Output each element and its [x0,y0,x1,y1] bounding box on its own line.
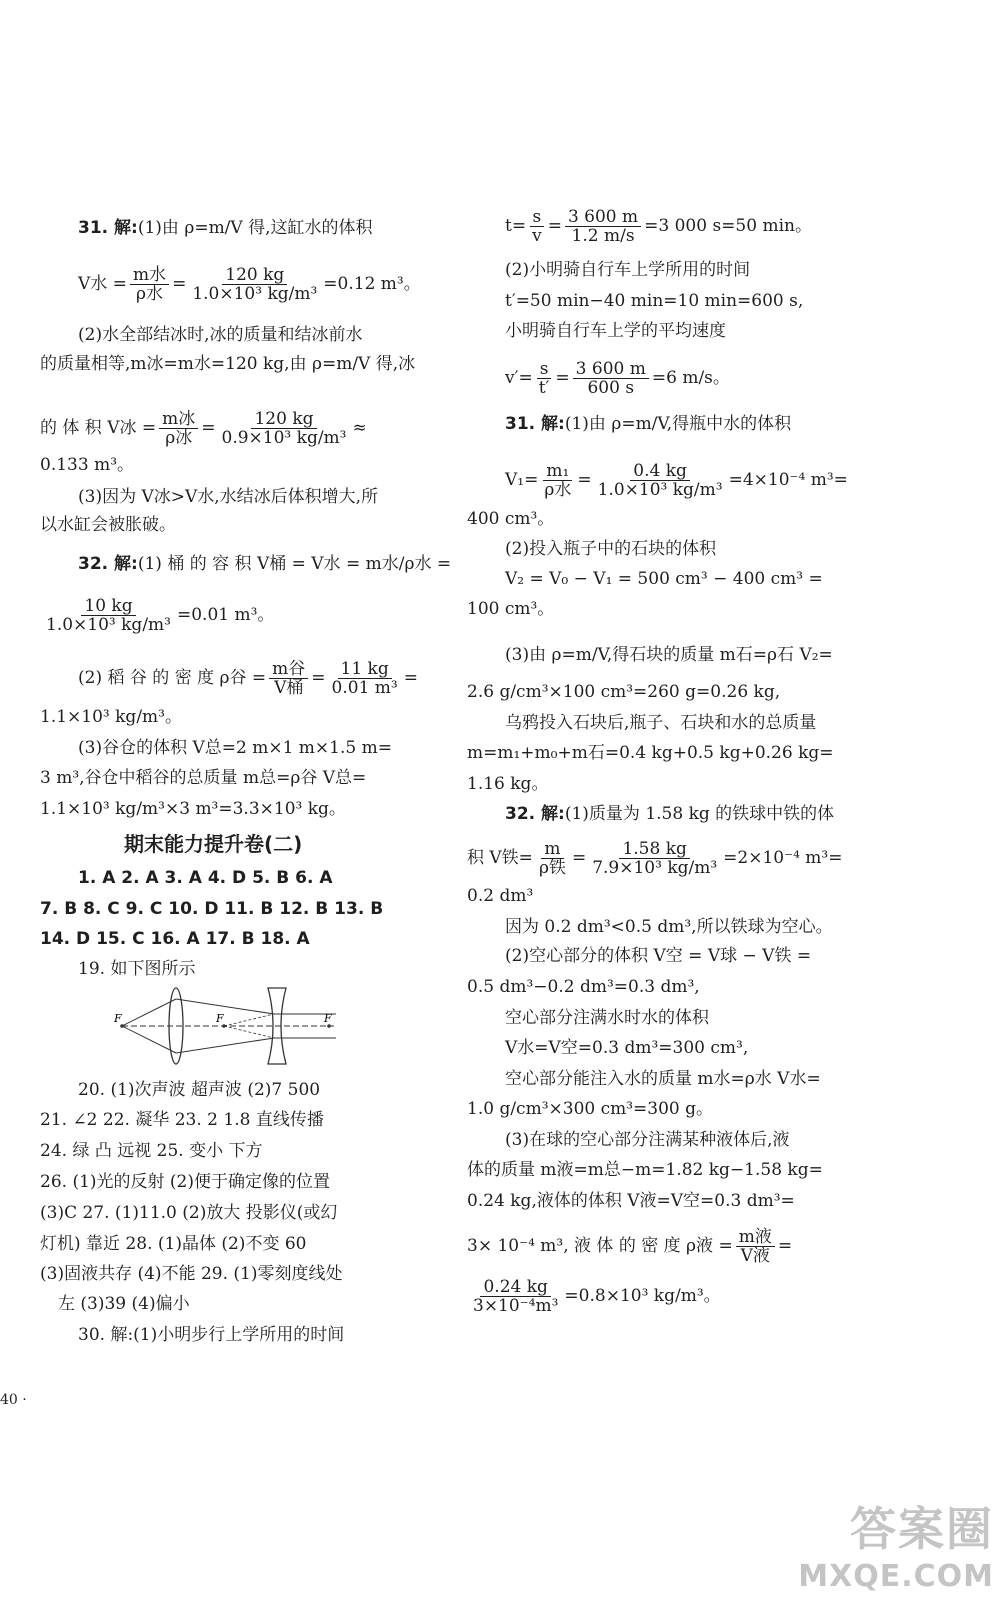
focal-label-left: F [114,1012,122,1025]
answer-line-26b: (3)C 27. (1)11.0 (2)放大 投影仪(或幻 [40,1203,338,1223]
r-q32-line-1: 32. 解:(1)质量为 1.58 kg 的铁球中铁的体 [505,804,835,824]
q32-line-4: 1.1×10³ kg/m³。 [40,707,182,727]
q32-line-5: (3)谷仓的体积 V总=2 m×1 m×1.5 m= [78,738,392,758]
q31-line-5: 的 体 积 V冰 = $\frac{\text{m冰}}{\text{ρ冰}}$ = $\frac{120 kg}{\text{0.9×10³ kg/m³}}$ ≈ [40,409,367,448]
r-q31-line-2: V₁= $\frac{\text{m₁}}{\text{ρ水}}$ = $\frac{0.4 kg}{\text{1.0×10³ kg/m³}}$ =4×10⁻⁴ m³= [505,461,848,500]
r-q31-line-1: 31. 解:(1)由 ρ=m/V,得瓶中水的体积 [505,414,792,434]
ray [122,999,176,1026]
r-line-5: v′= $\frac{s}{t'}$ = $\frac{3 600 m}{600 s}$ =6 m/s。 [505,359,730,398]
ray-extension [224,1014,274,1026]
q32-label: 32. 解: [78,554,138,574]
fraction: $\frac{1.58 kg}{\text{7.9×10³ kg/m³}}$ [592,839,718,878]
fraction: $\frac{3 600 m}{1.2 m/s}$ [565,208,641,245]
fraction: $\frac{11 kg}{\text{0.01 m³}}$ [331,659,398,698]
r-line-3: t′=50 min−40 min=10 min=600 s, [505,291,804,311]
q31-line-3: (2)水全部结冰时,冰的质量和结冰前水 [78,325,363,345]
answer-line-20: 20. (1)次声波 超声波 (2)7 500 [78,1080,321,1100]
watermark-line-2: MXQE.COM [798,1559,994,1594]
focal-label-mid: F [216,1012,224,1025]
r-q31-line-10: m=m₁+m₀+m石=0.4 kg+0.5 kg+0.26 kg= [467,743,834,763]
answer-line-26: 26. (1)光的反射 (2)便于确定像的位置 [40,1172,331,1192]
fraction: $\frac{s}{t'}$ [536,360,553,397]
q32-line-6: 3 m³,谷仓中稻谷的总质量 m总=ρ谷 V总= [40,768,367,788]
page-number: 40 · [0,1392,27,1408]
r-q32-line-8: V水=V空=0.3 dm³=300 cm³, [505,1038,749,1058]
ray [176,999,274,1014]
fraction: $\frac{120 kg}{\text{1.0×10³ kg/m³}}$ [192,265,318,304]
r-q31-label: 31. 解: [505,414,565,434]
r-q32-line-15: $\frac{0.24 kg}{\text{3×10⁻⁴m³}}$ =0.8×10³ kg/m³。 [467,1278,721,1315]
r-q32-line-13: 0.24 kg,液体的体积 V液=V空=0.3 dm³= [467,1191,795,1211]
fraction: $\frac{m}{\text{ρ铁}}$ [538,839,566,878]
r-q32-line-12: 体的质量 m液=m总−m=1.82 kg−1.58 kg= [467,1160,823,1180]
r-q32-line-2: 积 V铁= $\frac{m}{\text{ρ铁}}$ = $\frac{1.58 kg}{\text{7.9×10³ kg/m³}}$ =2×10⁻⁴ m³= [467,839,843,878]
r-q32-line-9: 空心部分能注入水的质量 m水=ρ水 V水= [505,1069,821,1089]
r-q31-line-4: (2)投入瓶子中的石块的体积 [505,539,717,559]
r-line-2: (2)小明骑自行车上学所用的时间 [505,260,751,280]
q32-line-2: $\frac{10 kg}{\text{1.0×10³ kg/m³}}$ =0.01 m³。 [40,597,274,634]
ray [122,1026,176,1053]
answer-line-3: 14. D 15. C 16. A 17. B 18. A [40,929,310,949]
q31-line-2: V水 = $\frac{\text{m水}}{\text{ρ水}}$ = $\frac{120 kg}{\text{1.0×10³ kg/m³}}$ =0.12 m³。 [78,265,421,304]
q32-line-1: 32. 解:(1) 桶 的 容 积 V桶 = V水 = m水/ρ水 = [78,554,452,574]
answer-line-29b: 左 (3)39 (4)偏小 [58,1294,190,1314]
r-q32-label: 32. 解: [505,804,565,824]
answer-line-2: 7. B 8. C 9. C 10. D 11. B 12. B 13. B [40,899,384,919]
q31-line-4: 的质量相等,m冰=m水=120 kg,由 ρ=m/V 得,冰 [40,354,416,374]
ray [176,1038,274,1053]
focal-label-right: F [324,1012,332,1025]
r-q32-line-7: 空心部分注满水时水的体积 [505,1008,709,1028]
answer-line-30: 30. 解:(1)小明步行上学所用的时间 [78,1325,345,1345]
r-q32-line-4: 因为 0.2 dm³<0.5 dm³,所以铁球为空心。 [505,917,833,937]
r-q32-line-5: (2)空心部分的体积 V空 = V球 − V铁 = [505,946,812,966]
fraction: $\frac{0.24 kg}{\text{3×10⁻⁴m³}}$ [473,1277,559,1316]
r-q31-line-3: 400 cm³。 [467,509,555,529]
q31-label: 31. 解: [78,218,138,238]
q31-line-7: (3)因为 V冰>V水,水结冰后体积增大,所 [78,487,379,507]
r-q32-line-10: 1.0 g/cm³×300 cm³=300 g。 [467,1099,714,1119]
fraction: $\frac{\text{m水}}{\text{ρ水}}$ [130,266,169,303]
ray-extension [224,1026,274,1038]
section-title: 期末能力提升卷(二) [124,832,303,856]
q31-line-8: 以水缸会被胀破。 [40,515,176,535]
r-q31-line-9: 乌鸦投入石块后,瓶子、石块和水的总质量 [505,713,817,733]
answer-line-4: 19. 如下图所示 [78,959,196,979]
fraction: $\frac{\text{m液}}{\text{V液}}$ [736,1228,775,1265]
fraction: $\frac{\text{m₁}}{\text{ρ水}}$ [544,461,572,500]
fraction: $\frac{10 kg}{\text{1.0×10³ kg/m³}}$ [46,596,171,635]
q32-line-3: (2) 稻 谷 的 密 度 ρ谷 = $\frac{\text{m谷}}{\text{V桶}}$ = $\frac{11 kg}{\text{0.01 m³}}$ = [78,659,418,698]
r-q32-line-3: 0.2 dm³ [467,886,534,906]
r-q31-line-7: (3)由 ρ=m/V,得石块的质量 m石=ρ石 V₂= [505,645,833,665]
r-q31-line-6: 100 cm³。 [467,599,555,619]
q31-line-6: 0.133 m³。 [40,455,135,475]
answer-line-28b: (3)固液共存 (4)不能 29. (1)零刻度线处 [40,1264,343,1284]
watermark-line-1: 答案圈 [850,1502,994,1556]
fraction: $\frac{\text{m谷}}{\text{V桶}}$ [269,660,308,697]
answer-line-1: 1. A 2. A 3. A 4. D 5. B 6. A [78,868,333,888]
q32-line-7: 1.1×10³ kg/m³×3 m³=3.3×10³ kg。 [40,799,346,819]
r-q32-line-11: (3)在球的空心部分注满某种液体后,液 [505,1130,790,1150]
fraction: $\frac{\text{m冰}}{\text{ρ冰}}$ [159,410,198,447]
answer-line-27b: 灯机) 靠近 28. (1)晶体 (2)不变 60 [40,1234,307,1254]
q31-line-1: 31. 解:(1)由 ρ=m/V 得,这缸水的体积 [78,218,373,238]
fraction: $\frac{3 600 m}{600 s}$ [573,360,649,397]
answer-line-24: 24. 绿 凸 远视 25. 变小 下方 [40,1141,263,1161]
r-q31-line-11: 1.16 kg。 [467,774,549,794]
watermark [798,1493,994,1594]
lens-diagram [114,986,344,1068]
r-q31-line-8: 2.6 g/cm³×100 cm³=260 g=0.26 kg, [467,682,781,702]
fraction: $\frac{s}{v}$ [529,208,545,245]
r-line-1: t= $\frac{s}{v}$ = $\frac{3 600 m}{1.2 m/s}$ =3 000 s=50 min。 [505,207,812,246]
r-q31-line-5: V₂ = V₀ − V₁ = 500 cm³ − 400 cm³ = [505,569,823,589]
fraction: $\frac{120 kg}{\text{0.9×10³ kg/m³}}$ [221,409,347,448]
r-line-4: 小明骑自行车上学的平均速度 [505,321,726,341]
r-q32-line-14: 3× 10⁻⁴ m³, 液 体 的 密 度 ρ液 = $\frac{\text{m液}}{\text{V液}}$ = [467,1227,793,1266]
r-q32-line-6: 0.5 dm³−0.2 dm³=0.3 dm³, [467,977,700,997]
answer-line-21: 21. ∠2 22. 凝华 23. 2 1.8 直线传播 [40,1110,324,1130]
fraction: $\frac{0.4 kg}{\text{1.0×10³ kg/m³}}$ [597,461,723,500]
